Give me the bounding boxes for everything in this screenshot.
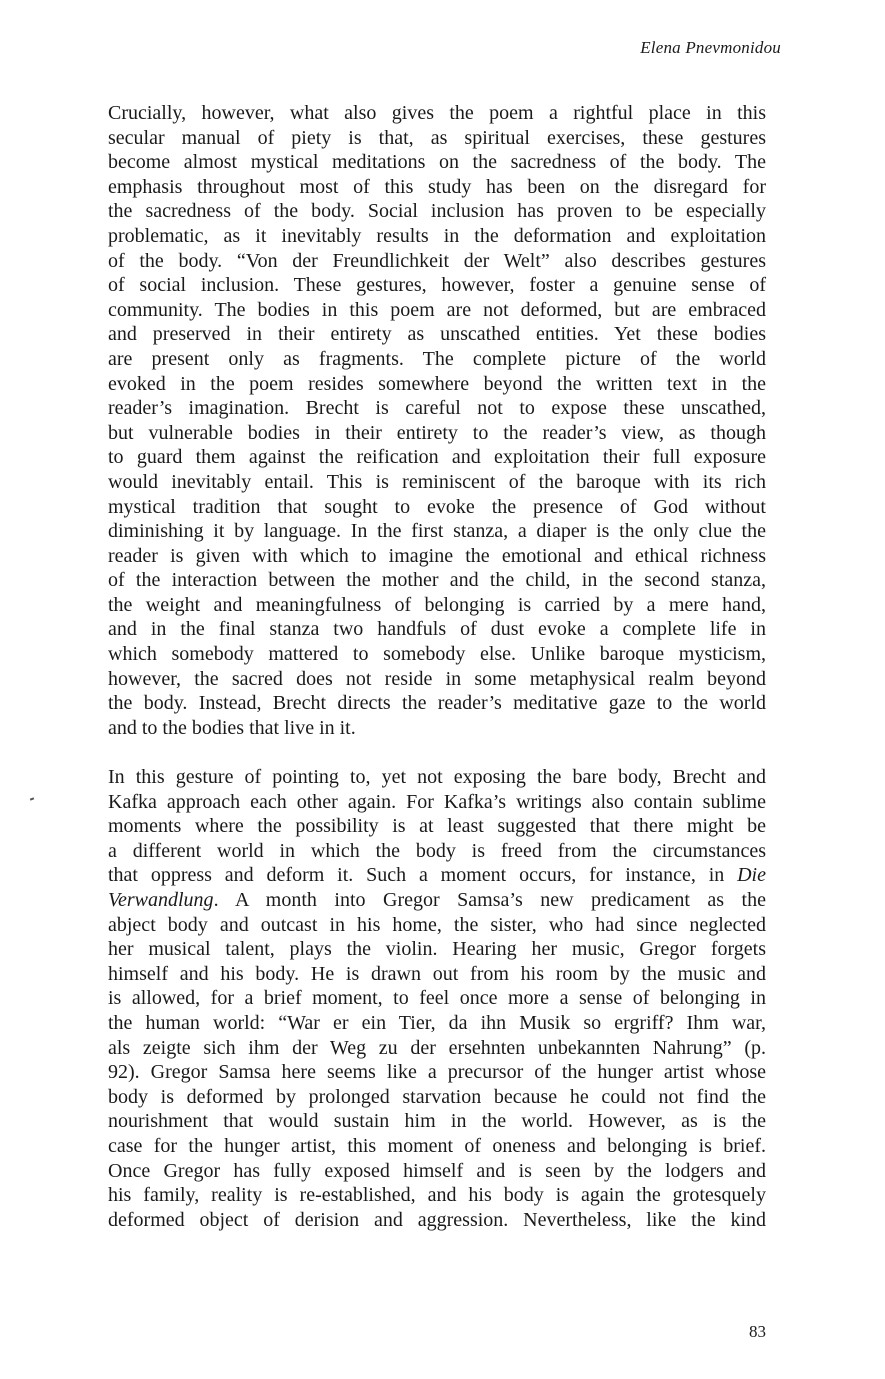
- text-line: secular manual of piety is that, as spiritual exercises, these gestures: [108, 126, 766, 149]
- text-line: but vulnerable bodies in their entirety to the reader’s view, as though: [108, 421, 766, 444]
- text-line: reader is given with which to imagine the emotional and ethical richness: [108, 544, 766, 567]
- paragraph-gap: [108, 740, 766, 765]
- work-title-italic: Die: [737, 864, 766, 887]
- text-line: problematic, as it inevitably results in the deformation and exploitation: [108, 224, 766, 247]
- text-line: abject body and outcast in his home, the sister, who had since neglected: [108, 913, 766, 936]
- text-line: of social inclusion. These gestures, however, foster a genuine sense of: [108, 274, 766, 297]
- text-line: and preserved in their entirety as unscathed entities. Yet these bodies: [108, 323, 766, 346]
- text-line: his family, reality is re-established, and his body is again the grotesquely: [108, 1184, 766, 1207]
- body-text: [108, 101, 766, 1232]
- text-line: 92). Gregor Samsa here seems like a precursor of the hunger artist whose: [108, 1061, 766, 1084]
- text-line: become almost mystical meditations on the sacredness of the body. The: [108, 151, 766, 174]
- text-line-rest: . A month into Gregor Samsa’s new predicament as the: [213, 889, 766, 911]
- text-line: mystical tradition that sought to evoke the presence of God without: [108, 495, 766, 518]
- text-line: which somebody mattered to somebody else. Unlike baroque mysticism,: [108, 643, 766, 666]
- text-line: of the interaction between the mother and the child, in the second stanza,: [108, 569, 766, 592]
- text-line: the body. Instead, Brecht directs the reader’s meditative gaze to the world: [108, 692, 766, 715]
- text-line: Kafka approach each other again. For Kafka’s writings also contain sublime: [108, 790, 766, 813]
- text-line: diminishing it by language. In the first stanza, a diaper is the only clue the: [108, 520, 766, 543]
- text-line: deformed object of derision and aggression. Nevertheless, like the kind: [108, 1208, 766, 1231]
- text-line: himself and his body. He is drawn out from his room by the music and: [108, 962, 766, 985]
- page-number: 83: [749, 1322, 766, 1341]
- text-line: is allowed, for a brief moment, to feel once more a sense of belonging in: [108, 987, 766, 1010]
- text-line: In this gesture of pointing to, yet not exposing the bare body, Brecht and: [108, 766, 766, 789]
- text-line: nourishment that would sustain him in the world. However, as is the: [108, 1110, 766, 1133]
- text-line-start: that oppress and deform it. Such a moment occurs, for instance, in: [108, 864, 725, 887]
- text-line: to guard them against the reification and exploitation their full exposure: [108, 446, 766, 469]
- text-line: her musical talent, plays the violin. Hearing her music, Gregor forgets: [108, 938, 766, 961]
- text-line: emphasis throughout most of this study has been on the disregard for: [108, 175, 766, 198]
- paragraph-2: [108, 765, 766, 1232]
- work-title-italic: Verwandlung: [108, 889, 214, 911]
- text-line: als zeigte sich ihm der Weg zu der ersehnten unbekannten Nahrung” (p.: [108, 1036, 766, 1059]
- text-line: the weight and meaningfulness of belonging is carried by a mere hand,: [108, 593, 766, 616]
- text-line: evoked in the poem resides somewhere beyond the written text in the: [108, 372, 766, 395]
- text-line: [108, 888, 766, 913]
- text-line: [108, 863, 766, 888]
- text-line: however, the sacred does not reside in some metaphysical realm beyond: [108, 667, 766, 690]
- paragraph-1: [108, 101, 766, 740]
- text-line: body is deformed by prolonged starvation because he could not find the: [108, 1085, 766, 1108]
- stray-mark: [30, 797, 34, 800]
- text-line: a different world in which the body is freed from the circumstances: [108, 839, 766, 862]
- text-line: of the body. “Von der Freundlichkeit der Welt” also describes gestures: [108, 249, 766, 272]
- text-line: are present only as fragments. The complete picture of the world: [108, 347, 766, 370]
- text-line: Once Gregor has fully exposed himself and is seen by the lodgers and: [108, 1159, 766, 1182]
- text-line: and in the final stanza two handfuls of dust evoke a complete life in: [108, 618, 766, 641]
- text-line: moments where the possibility is at least suggested that there might be: [108, 815, 766, 838]
- text-line: case for the hunger artist, this moment of oneness and belonging is brief.: [108, 1134, 766, 1157]
- text-line: Crucially, however, what also gives the poem a rightful place in this: [108, 102, 766, 124]
- text-line: the sacredness of the body. Social inclusion has proven to be especially: [108, 200, 766, 223]
- text-line: reader’s imagination. Brecht is careful not to expose these unscathed,: [108, 397, 766, 420]
- text-line: the human world: “War er ein Tier, da ihn Musik so ergriff? Ihm war,: [108, 1011, 766, 1034]
- running-header-author: Elena Pnevmonidou: [640, 38, 781, 57]
- text-line: community. The bodies in this poem are not deformed, but are embraced: [108, 298, 766, 321]
- text-line: and to the bodies that live in it.: [108, 716, 356, 739]
- text-line: would inevitably entail. This is reminiscent of the baroque with its rich: [108, 470, 766, 493]
